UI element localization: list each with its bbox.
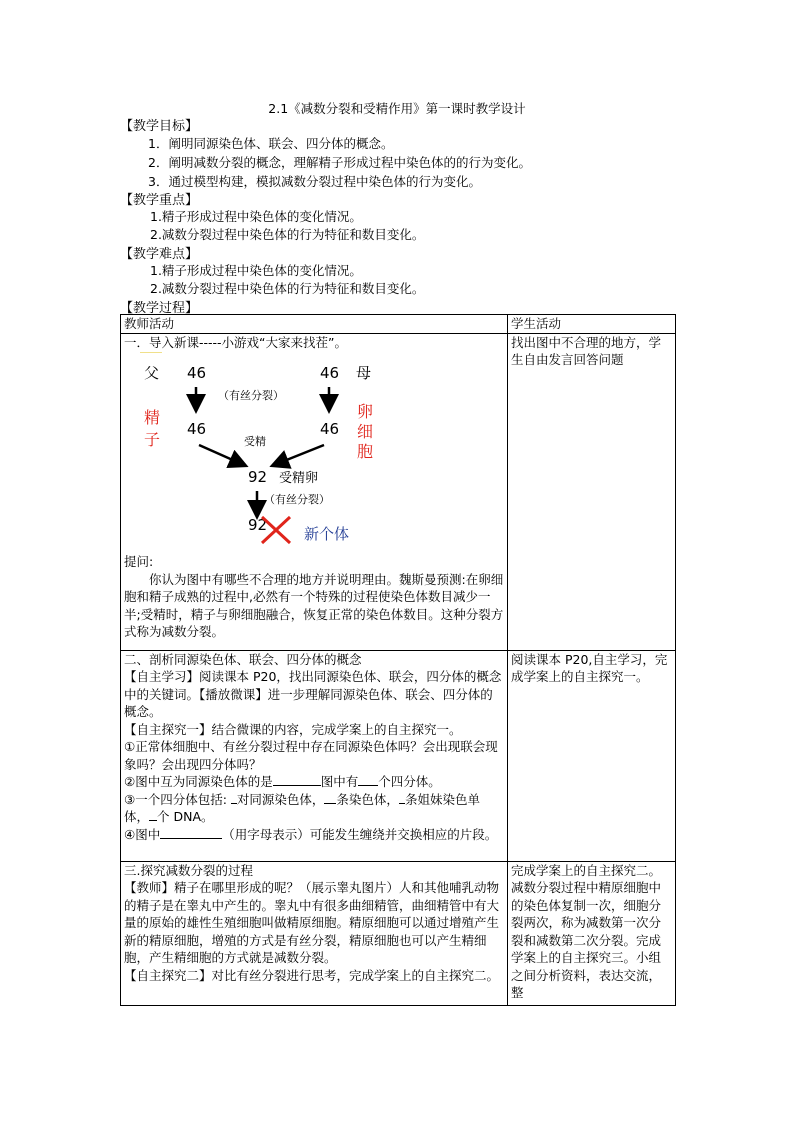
egg-label-3: 胞 (357, 442, 374, 461)
row2-student-cell (508, 650, 676, 861)
row2-question-3: ③一个四分体包括: 对同源染色体， 条染色体， 条姐妹染色单体， 个 DNA。 (124, 791, 480, 824)
row3-student-text: 完成学案上的自主探究二。减数分裂过程中精原细胞中的染色体复制一次，细胞分裂两次，称为减数第一次分裂和减数第二次分裂。完成学案上的自主探究三。小组之间分析资料，表达交流，整 (511, 862, 662, 1000)
answer-blank[interactable] (149, 809, 157, 821)
fertilization-label: 受精 (244, 435, 266, 448)
mother-label: 母 (356, 364, 372, 382)
objectives-heading: 【教学目标】 (120, 119, 199, 134)
row2-explore-1: 【自主探究一】结合微课的内容，完成学案上的自主探究一。 (124, 721, 462, 737)
answer-blank[interactable] (324, 792, 336, 804)
process-table (120, 314, 676, 1006)
answer-blank[interactable] (160, 827, 222, 839)
new-individual-count: 92 (248, 516, 268, 534)
zygote-label: 受精卵 (279, 471, 319, 486)
mother-count: 46 (320, 364, 340, 382)
sperm-count: 46 (187, 420, 207, 438)
zygote-count: 92 (248, 468, 268, 486)
page-title: 2.1《减数分裂和受精作用》第一课时教学设计 (268, 101, 526, 116)
mitosis-label-1: （有丝分裂） (218, 389, 284, 402)
difficulty-item: 1.精子形成过程中染色体的变化情况。 (150, 263, 362, 278)
key-points-heading: 【教学重点】 (120, 193, 199, 208)
egg-count: 46 (320, 420, 340, 438)
row3-student-cell (508, 861, 676, 1005)
row2-title: 二、剖析同源染色体、联会、四分体的概念 (124, 651, 362, 667)
row2-question-4: ④图中 （用字母表示）可能发生缠绕并交换相应的片段。 (124, 826, 498, 842)
row1-student-text: 找出图中不合理的地方，学生自由发言回答问题 (511, 334, 662, 367)
key-point-item: 1.精子形成过程中染色体的变化情况。 (150, 209, 362, 224)
new-individual-label: 新个体 (304, 525, 350, 543)
father-count: 46 (187, 364, 207, 382)
arrow-sperm-to-zygote (199, 445, 244, 465)
row1-teacher-cell (121, 333, 508, 650)
row2-student-text: 阅读课本 P20,自主学习，完成学案上的自主探究一。 (511, 651, 668, 684)
row1-student-cell (508, 333, 676, 650)
difficulties-heading: 【教学难点】 (120, 247, 199, 262)
row2-question-1: ①正常体细胞中、有丝分裂过程中存在同源染色体吗？会出现联会现象吗？会出现四分体吗？ (124, 739, 498, 772)
row3-teacher-cell (121, 861, 508, 1005)
fertilization-diagram (124, 353, 504, 553)
arrow-egg-to-zygote (274, 445, 324, 465)
row2-teacher-cell (121, 650, 508, 861)
header-student: 学生活动 (508, 315, 676, 334)
egg-label-1: 卵 (357, 402, 374, 421)
answer-blank[interactable] (358, 774, 378, 786)
diagram-arrows (124, 353, 504, 553)
row3-explore-2: 【自主探究二】对比有丝分裂进行思考，完成学案上的自主探究二。 (124, 967, 500, 983)
question-text: 你认为图中有哪些不合理的地方并说明理由。魏斯曼预测:在卵细胞和精子成熟的过程中,必然有一个特殊的过程使染色体数目减少一半;受精时，精子与卵细胞融合，恢复正常的染色体数目。这种分裂方式称为减数分裂。 (124, 571, 504, 639)
row2-question-2: ②图中互为同源染色体的是 图中有 个四分体。 (124, 774, 441, 789)
row1-title: 一．导入新课-----小游戏“大家来找茬”。 (124, 334, 348, 350)
question-label: 提问: (124, 554, 154, 569)
objective-item: 2．阐明减数分裂的概念，理解精子形成过程中染色体的的行为变化。 (148, 155, 531, 170)
sperm-label-1: 精 (144, 408, 161, 427)
row3-teacher-text: 【教师】精子在哪里形成的呢？（展示睾丸图片）人和其他哺乳动物的精子是在睾丸中产生的。睾丸中有很多曲细精管，曲细精管中有大量的原始的雄性生殖细胞叫做精原细胞。精原细胞可以通过增殖产生新的精原细胞，增殖的方式是有丝分裂，精原细胞也可以产生精细胞，产生精细胞的方式就是减数分裂。 (124, 880, 500, 965)
difficulty-item: 2.减数分裂过程中染色体的行为特征和数目变化。 (150, 281, 425, 296)
header-teacher: 教师活动 (121, 315, 508, 334)
father-label: 父 (144, 364, 160, 382)
objective-item: 3．通过模型构建，模拟减数分裂过程中染色体的行为变化。 (148, 174, 481, 189)
process-heading: 【教学过程】 (120, 301, 199, 316)
mitosis-label-2: （有丝分裂） (264, 493, 330, 506)
objective-item: 1．阐明同源染色体、联会、四分体的概念。 (148, 136, 394, 151)
sperm-label-2: 子 (144, 430, 161, 449)
answer-blank[interactable] (273, 774, 321, 786)
row3-title: 三.探究减数分裂的过程 (124, 862, 253, 878)
egg-label-2: 细 (357, 422, 374, 441)
cross-mark-icon (262, 517, 290, 543)
key-point-item: 2.减数分裂过程中染色体的行为特征和数目变化。 (150, 227, 425, 242)
row2-self-study: 【自主学习】阅读课本 P20，找出同源染色体、联会，四分体的概念中的关键词。【播放微课】进一步理解同源染色体、联会、四分体的概念。 (124, 669, 502, 719)
